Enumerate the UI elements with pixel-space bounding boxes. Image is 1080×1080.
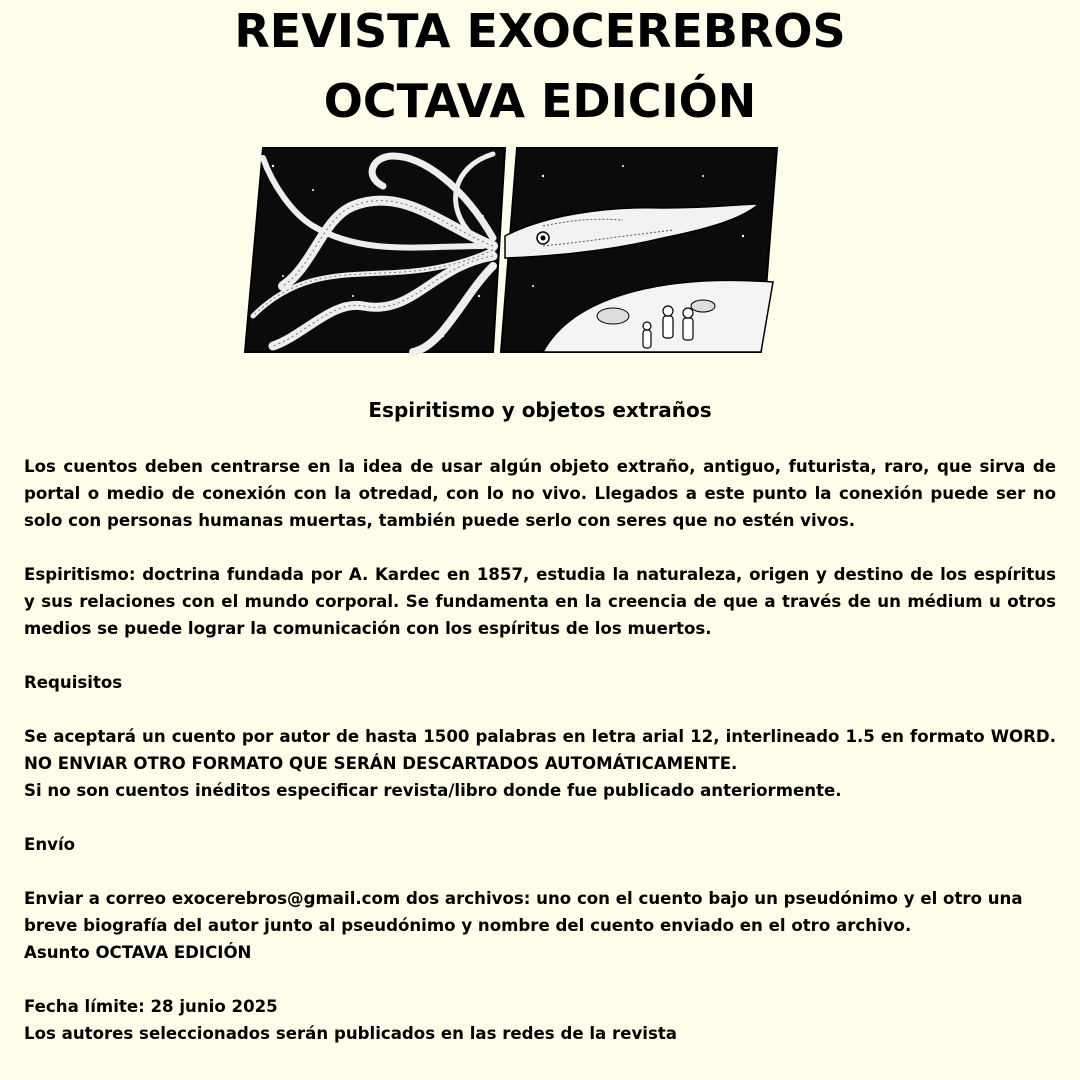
requisitos-extra-text: Si no son cuentos inéditos especificar revista/libro donde fue publicado anteriormente.: [24, 781, 842, 800]
requisitos-block: [24, 723, 1056, 804]
envio-heading: Envío: [24, 835, 76, 854]
espiritismo-paragraph: Espiritismo: doctrina fundada por A. Kardec en 1857, estudia la naturaleza, origen y destino de los espíritus y sus relaciones con el mundo corporal. Se fundamenta en la creencia de que a través de un médium u otros medios se puede lograr la comunicación con los espíritus de los muertos.: [24, 565, 1056, 638]
requisitos-text: Se aceptará un cuento por autor de hasta 1500 palabras en letra arial 12, interlineado 1.5 en formato WORD. NO ENVIAR OTRO FORMATO QUE SERÁN DESCARTADOS AUTOMÁTICAMENTE.: [24, 727, 1056, 773]
envio-subject: Asunto OCTAVA EDICIÓN: [24, 943, 252, 962]
squid-illustration: [243, 146, 779, 364]
right-panel-image: [501, 148, 777, 352]
selection-note-text: Los autores seleccionados serán publicados en las redes de la revista: [24, 1024, 677, 1043]
closing-block: [24, 993, 1056, 1047]
page-title-line-2: OCTAVA EDICIÓN: [323, 74, 757, 128]
deadline-text: Fecha límite: 28 junio 2025: [24, 997, 278, 1016]
intro-paragraph: Los cuentos deben centrarse en la idea de usar algún objeto extraño, antiguo, futurista, raro, que sirva de portal o medio de conexión con la otredad, con lo no vivo. Llegados a este punto la conexión puede ser no solo con personas humanas muertas, también puede serlo con seres que no estén vivos.: [24, 457, 1056, 530]
requisitos-heading: Requisitos: [24, 673, 123, 692]
section-subtitle: Espiritismo y objetos extraños: [368, 398, 712, 422]
envio-block: [24, 885, 1056, 966]
page-title-line-1: REVISTA EXOCEREBROS: [234, 4, 846, 58]
envio-text: Enviar a correo exocerebros@gmail.com dos archivos: uno con el cuento bajo un pseudónimo y el otro una breve biografía del autor junto al pseudónimo y nombre del cuento enviado en el otro archivo.: [24, 889, 1023, 935]
left-panel-image: [245, 148, 505, 352]
